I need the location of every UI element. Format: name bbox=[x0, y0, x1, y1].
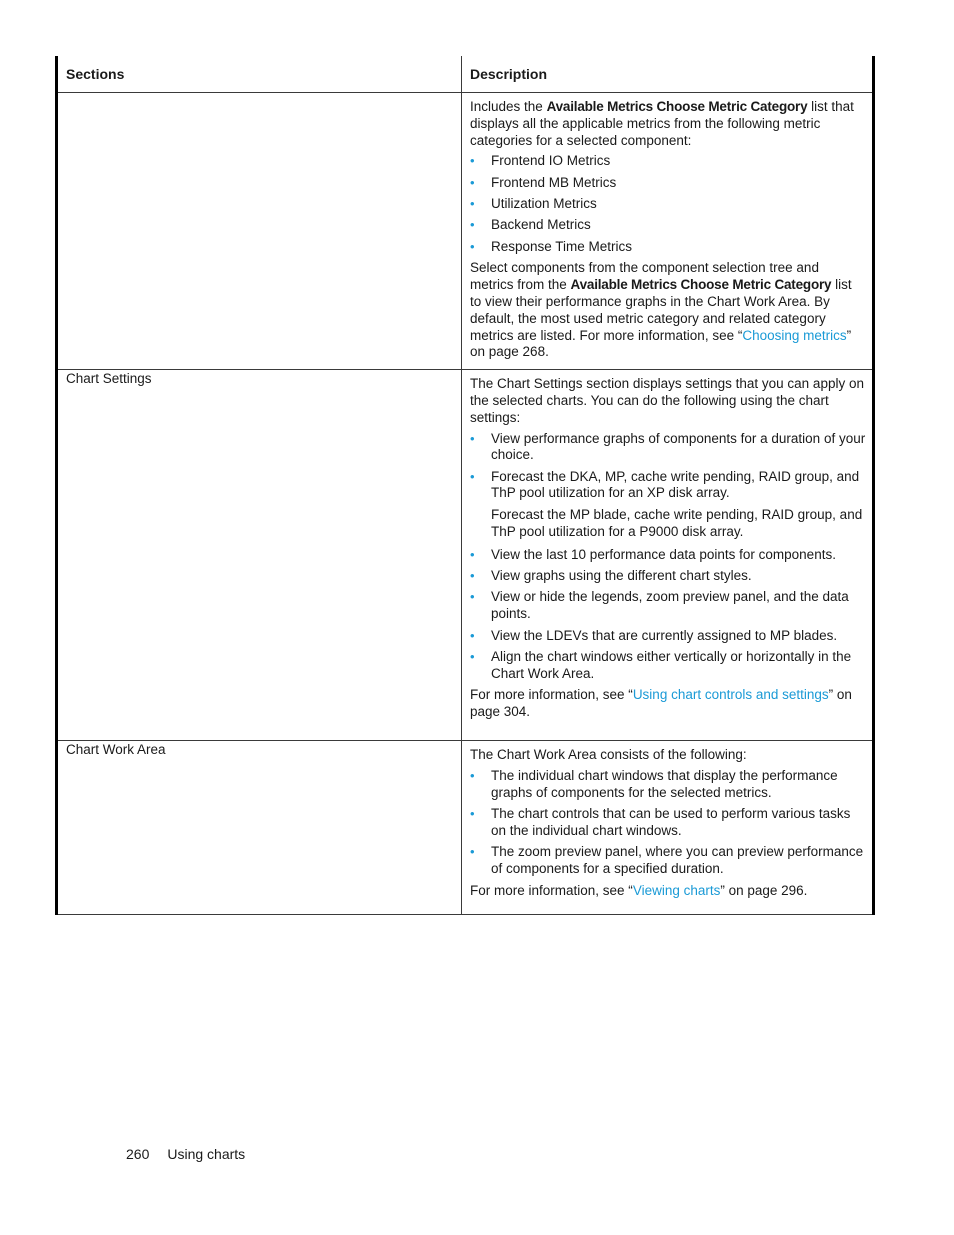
list-item: • View graphs using the different chart styles. bbox=[470, 568, 752, 584]
list-item: • View the LDEVs that are currently assigned to MP blades. bbox=[470, 627, 838, 643]
section-cell bbox=[57, 93, 462, 370]
list-item: • View the last 10 performance data points for components. bbox=[470, 546, 836, 562]
section-label: Chart Work Area bbox=[66, 742, 166, 758]
bullet-dot-icon: • bbox=[470, 806, 475, 822]
list-item-subparagraph: Forecast the MP blade, cache write pending, RAID group, and ThP pool utilization for a P9000 disk array. bbox=[491, 507, 863, 540]
table-row bbox=[57, 741, 874, 915]
chart-settings-list bbox=[470, 431, 866, 683]
bullet-dot-icon: • bbox=[470, 153, 475, 169]
list-item: • Utilization Metrics bbox=[470, 195, 597, 211]
bullet-dot-icon: • bbox=[470, 238, 475, 254]
list-item: • Forecast the DKA, MP, cache write pending, RAID group, and ThP pool utilization for an XP disk array. Forecast the MP blade, cache write pending, RAID group, and ThP pool utilization for a P9000 disk array. bbox=[470, 469, 866, 541]
bullet-dot-icon: • bbox=[470, 568, 475, 584]
bullet-dot-icon: • bbox=[470, 627, 475, 643]
section-cell bbox=[57, 741, 462, 915]
bullet-dot-icon: • bbox=[470, 174, 475, 190]
viewing-charts-link[interactable]: Viewing charts bbox=[632, 882, 721, 898]
description-intro: The Chart Settings section displays settings that you can apply on the selected charts. You can do the following using the chart settings: bbox=[470, 376, 864, 425]
bullet-dot-icon: • bbox=[470, 589, 475, 605]
table-row bbox=[57, 370, 874, 741]
bullet-dot-icon: • bbox=[470, 767, 475, 783]
description-cell bbox=[462, 370, 874, 741]
bullet-dot-icon: • bbox=[470, 468, 475, 484]
description-cell bbox=[462, 93, 874, 370]
description-cell bbox=[462, 741, 874, 915]
bullet-dot-icon: • bbox=[470, 546, 475, 562]
description-closing: For more information, see “Viewing charts” on page 296. bbox=[470, 882, 808, 898]
list-item: • Frontend IO Metrics bbox=[470, 153, 611, 169]
list-item: • Backend Metrics bbox=[470, 217, 591, 233]
section-label: Chart Settings bbox=[66, 371, 152, 387]
chart-controls-settings-link[interactable]: Using chart controls and settings bbox=[632, 687, 829, 703]
description-intro: The Chart Work Area consists of the following: bbox=[470, 747, 747, 763]
bullet-dot-icon: • bbox=[470, 430, 475, 446]
list-item: • View or hide the legends, zoom preview panel, and the data points. bbox=[470, 589, 849, 622]
bullet-dot-icon: • bbox=[470, 648, 475, 664]
list-item: • Align the chart windows either vertically or horizontally in the Chart Work Area. bbox=[470, 648, 852, 681]
list-item: • The individual chart windows that display the performance graphs of components for the selected metrics. bbox=[470, 767, 838, 800]
bullet-dot-icon: • bbox=[470, 844, 475, 860]
page-number: 260 bbox=[126, 1146, 150, 1162]
list-item: • The chart controls that can be used to perform various tasks on the individual chart windows. bbox=[470, 806, 851, 838]
list-item: • The zoom preview panel, where you can preview performance of components for a specified duration. bbox=[470, 844, 864, 876]
header-sections: Sections bbox=[57, 56, 462, 93]
sections-table bbox=[55, 56, 875, 915]
chapter-title: Using charts bbox=[167, 1146, 246, 1162]
description-closing: Select components from the component selection tree and metrics from the Available Metrics Choose Metric Category list to view their performance graphs in the Chart Work Area. By default, the most used metric category and related category metrics are listed. For more information, see “Choosing metrics” on page 268. bbox=[470, 260, 852, 360]
list-item: • Frontend MB Metrics bbox=[470, 174, 617, 190]
bullet-dot-icon: • bbox=[470, 195, 475, 211]
choosing-metrics-link[interactable]: Choosing metrics bbox=[742, 327, 847, 343]
description-intro: Includes the Available Metrics Choose Metric Category list that displays all the applicable metrics from the following metric categories for a selected component: bbox=[470, 99, 854, 148]
table-header-row bbox=[57, 56, 874, 93]
header-description: Description bbox=[462, 56, 874, 93]
page-footer bbox=[126, 1145, 245, 1163]
table-row bbox=[57, 93, 874, 370]
list-item: • Response Time Metrics bbox=[470, 238, 633, 254]
section-cell bbox=[57, 370, 462, 741]
description-closing: For more information, see “Using chart controls and settings” on page 304. bbox=[470, 687, 852, 720]
metric-category-list bbox=[470, 153, 866, 255]
chart-work-area-list bbox=[470, 768, 866, 878]
list-item: • View performance graphs of components for a duration of your choice. bbox=[470, 430, 866, 463]
bullet-dot-icon: • bbox=[470, 217, 475, 233]
